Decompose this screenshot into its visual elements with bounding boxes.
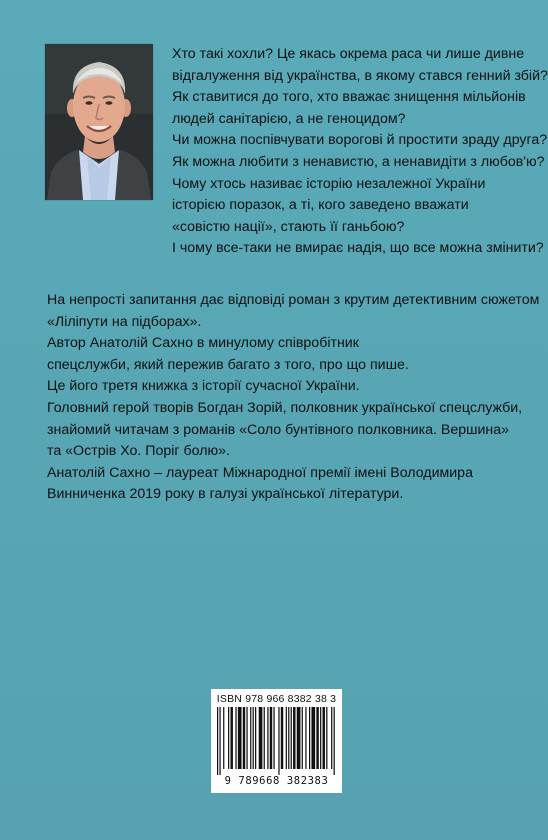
questions-block <box>172 44 548 260</box>
question-line: І чому все-таки не вмирає надія, що все можна змінити? <box>172 240 544 257</box>
description-line: та «Острів Хо. Поріг болю». <box>47 443 230 460</box>
question-line: відгалуження від українства, в якому стався генний збій? <box>172 67 548 84</box>
isbn-barcode <box>211 689 342 793</box>
barcode-icon <box>217 707 336 775</box>
description-line: спецслужби, який пережив багато з того, про що пише. <box>47 356 409 373</box>
description-line: Винниченка 2019 року в галузі української літератури. <box>47 486 404 503</box>
book-description <box>47 290 542 506</box>
description-line: Анатолій Сахно – лауреат Міжнародної премії імені Володимира <box>47 464 473 481</box>
question-line: Як ставитися до того, хто вважає знищення мільйонів <box>172 89 526 106</box>
question-line: Чи можна поспівчувати ворогові й простити зраду друга? <box>172 132 548 149</box>
isbn-label: ISBN 978 966 8382 38 3 <box>216 693 337 705</box>
barcode-digits: 9 789668 382383 <box>224 775 329 787</box>
question-line: Чому хтось називає історію незалежної України <box>172 175 486 192</box>
author-photo <box>45 44 153 200</box>
description-line: Це його третя книжка з історії сучасної України. <box>47 378 360 395</box>
question-line: історією поразок, а ті, кого заведено вважати <box>172 197 469 214</box>
question-line: людей санітарією, а не геноцидом? <box>172 110 406 127</box>
question-line: «совістю нації», стають її ганьбою? <box>172 218 405 235</box>
author-portrait-icon <box>45 44 153 200</box>
description-line: знайомий читачам з романів «Соло бунтівного полковника. Вершина» <box>47 421 510 438</box>
description-line: Автор Анатолій Сахно в минулому співробітник <box>47 335 359 352</box>
description-line: Головний герой творів Богдан Зорій, полковник української спецслужби, <box>47 399 523 416</box>
description-line: «Ліліпути на підборах». <box>47 313 202 330</box>
description-line: На непрості запитання дає відповіді роман з крутим детективним сюжетом <box>47 292 540 308</box>
question-line: Як можна любити з ненавистю, а ненавидіти з любов'ю? <box>172 153 545 170</box>
question-line: Хто такі хохли? Це якась окрема раса чи лише дивне <box>172 46 525 62</box>
